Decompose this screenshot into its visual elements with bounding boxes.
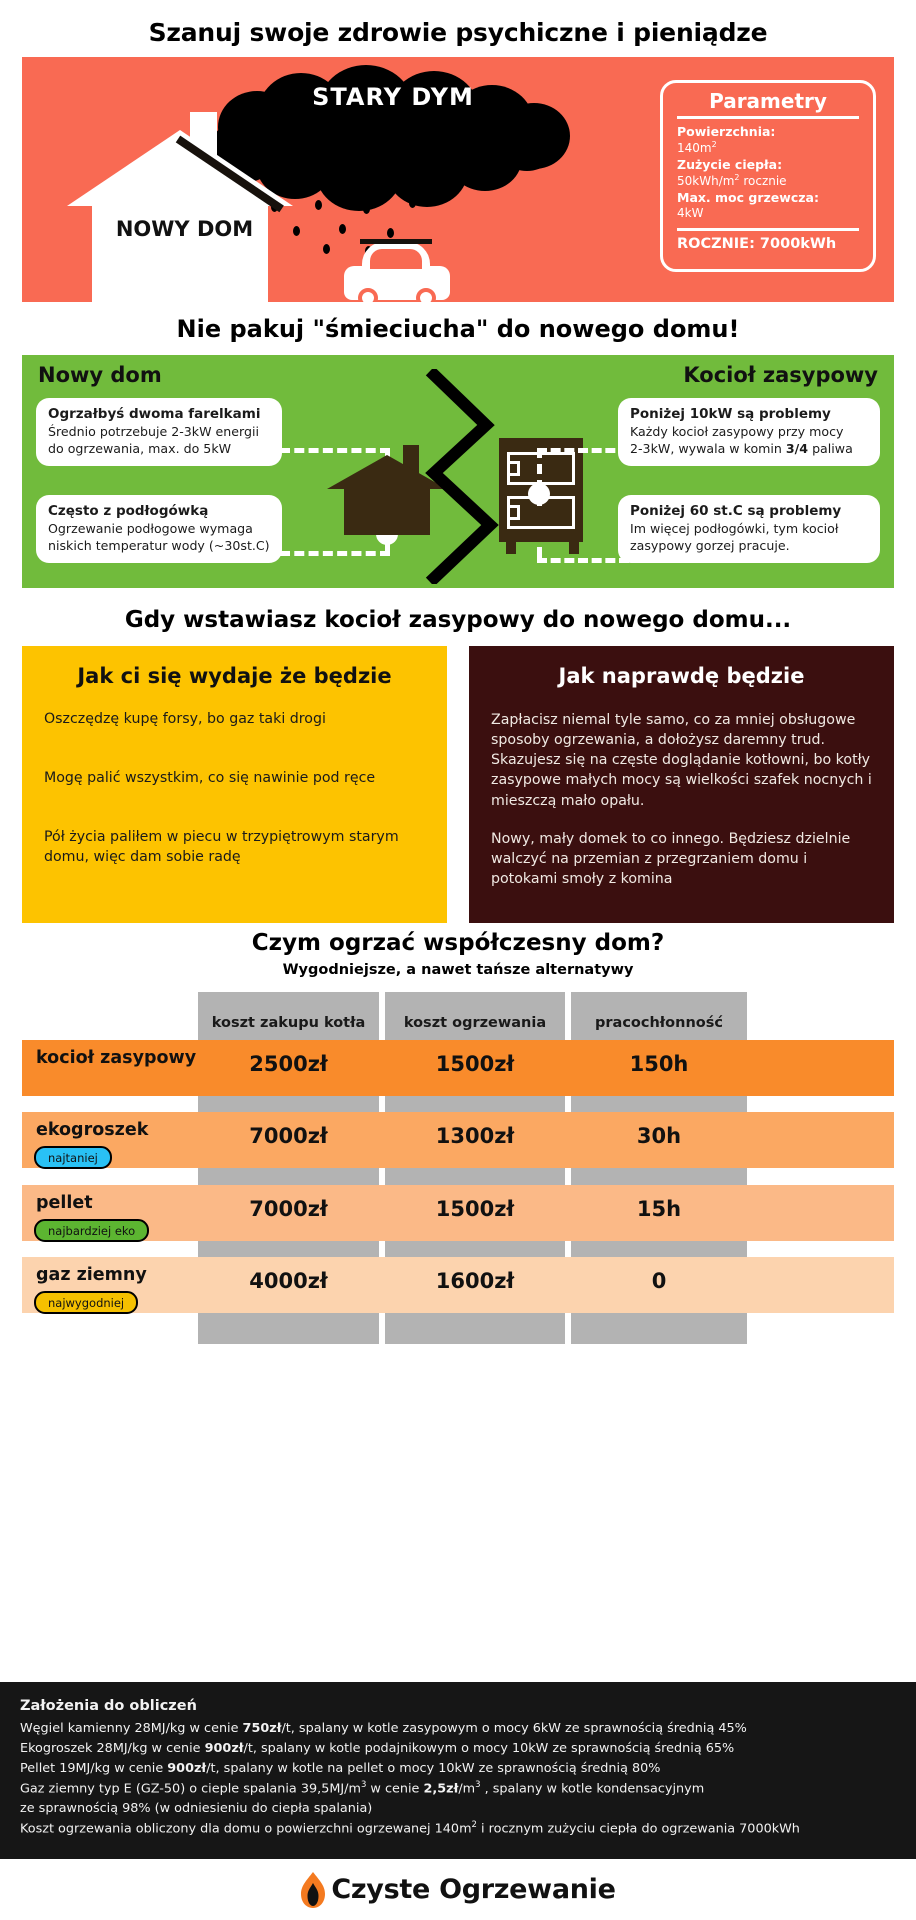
assumptions-title: Założenia do obliczeń bbox=[20, 1698, 197, 1714]
table-row bbox=[22, 1112, 894, 1168]
hero-house-label: NOWY DOM bbox=[115, 217, 254, 241]
column-header-labor: pracochłonność bbox=[595, 1015, 723, 1031]
green-panel bbox=[22, 355, 894, 588]
row-cell-heating: 1300zł bbox=[435, 1124, 515, 1148]
column-header-purchase-cost: koszt zakupu kotła bbox=[211, 1015, 366, 1031]
reality-box bbox=[469, 646, 894, 923]
section-subtitle-4: Wygodniejsze, a nawet tańsze alternatywy bbox=[282, 962, 634, 978]
row-name: kocioł zasypowy bbox=[36, 1048, 197, 1068]
row-name: gaz ziemny bbox=[36, 1265, 147, 1285]
row-name: ekogroszek bbox=[36, 1120, 149, 1140]
assumption-line-gas-2: ze sprawnością 98% (w odniesieniu do ciepła spalania) bbox=[20, 1801, 373, 1817]
bubble-left-2-line2: niskich temperatur wody (~30st.C) bbox=[48, 537, 270, 553]
hero-panel bbox=[22, 57, 894, 302]
assumption-line-coal: Węgiel kamienny 28MJ/kg w cenie 750zł/t, spalany w kotle zasypowym o mocy 6kW ze sprawnością średnią 45% bbox=[20, 1721, 747, 1736]
table-row bbox=[22, 1040, 894, 1096]
smoke-label: STARY DYM bbox=[312, 83, 474, 111]
param-key-area: Powierzchnia: bbox=[677, 124, 776, 139]
bubble-right-1 bbox=[618, 398, 880, 466]
row-cell-labor: 15h bbox=[636, 1197, 682, 1221]
assumptions-footer bbox=[0, 1682, 916, 1859]
expectation-p1: Oszczędzę kupę forsy, bo gaz taki drogi bbox=[44, 711, 326, 727]
expectation-p2: Mogę palić wszystkim, co się nawinie pod ręce bbox=[44, 770, 376, 787]
dash-connector-right-top bbox=[537, 448, 629, 453]
flame-svg bbox=[300, 1872, 326, 1908]
badge-most-convenient: najwygodniej bbox=[34, 1291, 138, 1314]
expectation-p3: Pół życia paliłem w piecu w trzypiętrowym starym domu, więc dam sobie radę bbox=[44, 829, 399, 865]
bubble-right-1-line2: 2-3kW, wywala w komin 3/4 paliwa bbox=[630, 440, 853, 456]
row-cell-labor: 30h bbox=[636, 1124, 682, 1148]
bubble-left-2-title: Często z podłogówką bbox=[48, 503, 209, 519]
bubble-left-1 bbox=[36, 398, 282, 466]
flame-icon bbox=[300, 1872, 326, 1908]
parameters-title: Parametry bbox=[677, 89, 859, 119]
bubble-left-2-line1: Ogrzewanie podłogowe wymaga bbox=[48, 521, 253, 536]
assumption-line-house: Koszt ogrzewania obliczony dla domu o powierzchni ogrzewanej $140m^2$ i rocznym zużyciu ciepła do ogrzewania 7000kWh bbox=[20, 1820, 800, 1837]
comparison-table bbox=[0, 992, 916, 1347]
bubble-right-2-line2: zasypowy gorzej pracuje. bbox=[630, 537, 790, 553]
table-row bbox=[22, 1257, 894, 1313]
bubble-right-2 bbox=[618, 495, 880, 563]
param-key-power: Max. moc grzewcza: bbox=[677, 190, 819, 206]
table-row bbox=[22, 1185, 894, 1241]
expectation-heading: Jak ci się wydaje że będzie bbox=[77, 664, 392, 688]
param-value-power: 4kW bbox=[677, 206, 704, 221]
row-cell-heating: 1500zł bbox=[435, 1052, 515, 1076]
row-cell-heating: 1500zł bbox=[435, 1197, 515, 1221]
assumption-line-ekogroszek: Ekogroszek 28MJ/kg w cenie 900zł/t, spalany w kotle podajnikowym o mocy 10kW ze sprawnością średnią 65% bbox=[20, 1740, 735, 1756]
reality-heading: Jak naprawdę będzie bbox=[558, 664, 805, 688]
bubble-left-1-line1: Średnio potrzebuje 2-3kW energii bbox=[48, 424, 259, 439]
bubble-left-1-line2: do ogrzewania, max. do 5kW bbox=[48, 440, 232, 456]
assumption-line-gas: Gaz ziemny typ E (GZ-50) o cieple spalania $39,5MJ/m^3$ w cenie $2,5zł/m^3$ , spalany w kotle kondensacyjnym bbox=[20, 1779, 705, 1797]
bubble-right-1-title: Poniżej 10kW są problemy bbox=[630, 406, 831, 422]
bulb-right-icon bbox=[528, 483, 550, 505]
row-cell-labor: 0 bbox=[651, 1269, 667, 1293]
expectation-box bbox=[22, 646, 447, 923]
car-icon bbox=[344, 232, 450, 302]
reality-p2: Skazujesz się na częste doglądanie kotłowni, bo kotły zasypowe małych mocy są wielkości szafek nocnych i mieszczą mało opału. bbox=[491, 752, 872, 809]
section-title-3: Gdy wstawiasz kocioł zasypowy do nowego domu... bbox=[124, 607, 792, 633]
badge-cheapest: najtaniej bbox=[34, 1146, 112, 1169]
row-cell-heating: 1600zł bbox=[435, 1269, 515, 1293]
row-cell-purchase: 7000zł bbox=[249, 1197, 328, 1221]
row-name: pellet bbox=[36, 1193, 93, 1213]
hero-inner bbox=[22, 57, 894, 302]
row-cell-purchase: 7000zł bbox=[249, 1124, 328, 1148]
assumption-line-pellet: Pellet 19MJ/kg w cenie 900zł/t, spalany w kotle na pellet o mocy 10kW ze sprawnością średnią 80% bbox=[20, 1760, 661, 1776]
section-title-4: Czym ogrzać współczesny dom? bbox=[251, 930, 665, 956]
badge-most-eco: najbardziej eko bbox=[34, 1219, 149, 1242]
param-total: ROCZNIE: 7000kWh bbox=[677, 228, 859, 252]
param-value-area: $140m^2$ bbox=[677, 139, 717, 155]
bubble-right-2-line1: Im więcej podłogówki, tym kocioł bbox=[630, 521, 839, 536]
green-right-heading: Kocioł zasypowy bbox=[683, 363, 878, 387]
row-cell-purchase: 4000zł bbox=[249, 1269, 328, 1293]
page-title: Szanuj swoje zdrowie psychiczne i pieniądze bbox=[148, 18, 768, 47]
section-title-2: Nie pakuj "śmieciucha" do nowego domu! bbox=[176, 315, 740, 343]
row-cell-labor: 150h bbox=[629, 1052, 689, 1076]
bubble-left-2 bbox=[36, 495, 282, 563]
bubble-left-1-title: Ogrzałbyś dwoma farelkami bbox=[48, 406, 261, 422]
reality-p3: Nowy, mały domek to co innego. Będziesz dzielnie walczyć na przemian z przegrzaniem domu i potokami smoły z komina bbox=[491, 830, 851, 888]
reality-p1: Zapłacisz niemal tyle samo, co za mniej obsługowe sposoby ogrzewania, a dołożysz daremny trud. bbox=[491, 712, 856, 749]
dash-connector-right-bottom bbox=[537, 558, 629, 563]
parameters-card bbox=[660, 80, 876, 272]
boiler-leg-left bbox=[506, 542, 516, 554]
param-value-heat: $50kWh/m^2$ rocznie bbox=[677, 172, 787, 188]
brand-bar bbox=[0, 1859, 916, 1920]
brand-name: Czyste Ogrzewanie bbox=[331, 1874, 616, 1905]
column-header-heating-cost: koszt ogrzewania bbox=[403, 1015, 547, 1031]
row-cell-purchase: 2500zł bbox=[249, 1052, 328, 1076]
bubble-right-1-line1: Każdy kocioł zasypowy przy mocy bbox=[630, 424, 844, 439]
param-key-heat: Zużycie ciepła: bbox=[677, 157, 783, 173]
green-left-heading: Nowy dom bbox=[38, 363, 162, 387]
boiler-leg-right bbox=[569, 542, 579, 554]
bubble-right-2-title: Poniżej 60 st.C są problemy bbox=[630, 503, 842, 519]
